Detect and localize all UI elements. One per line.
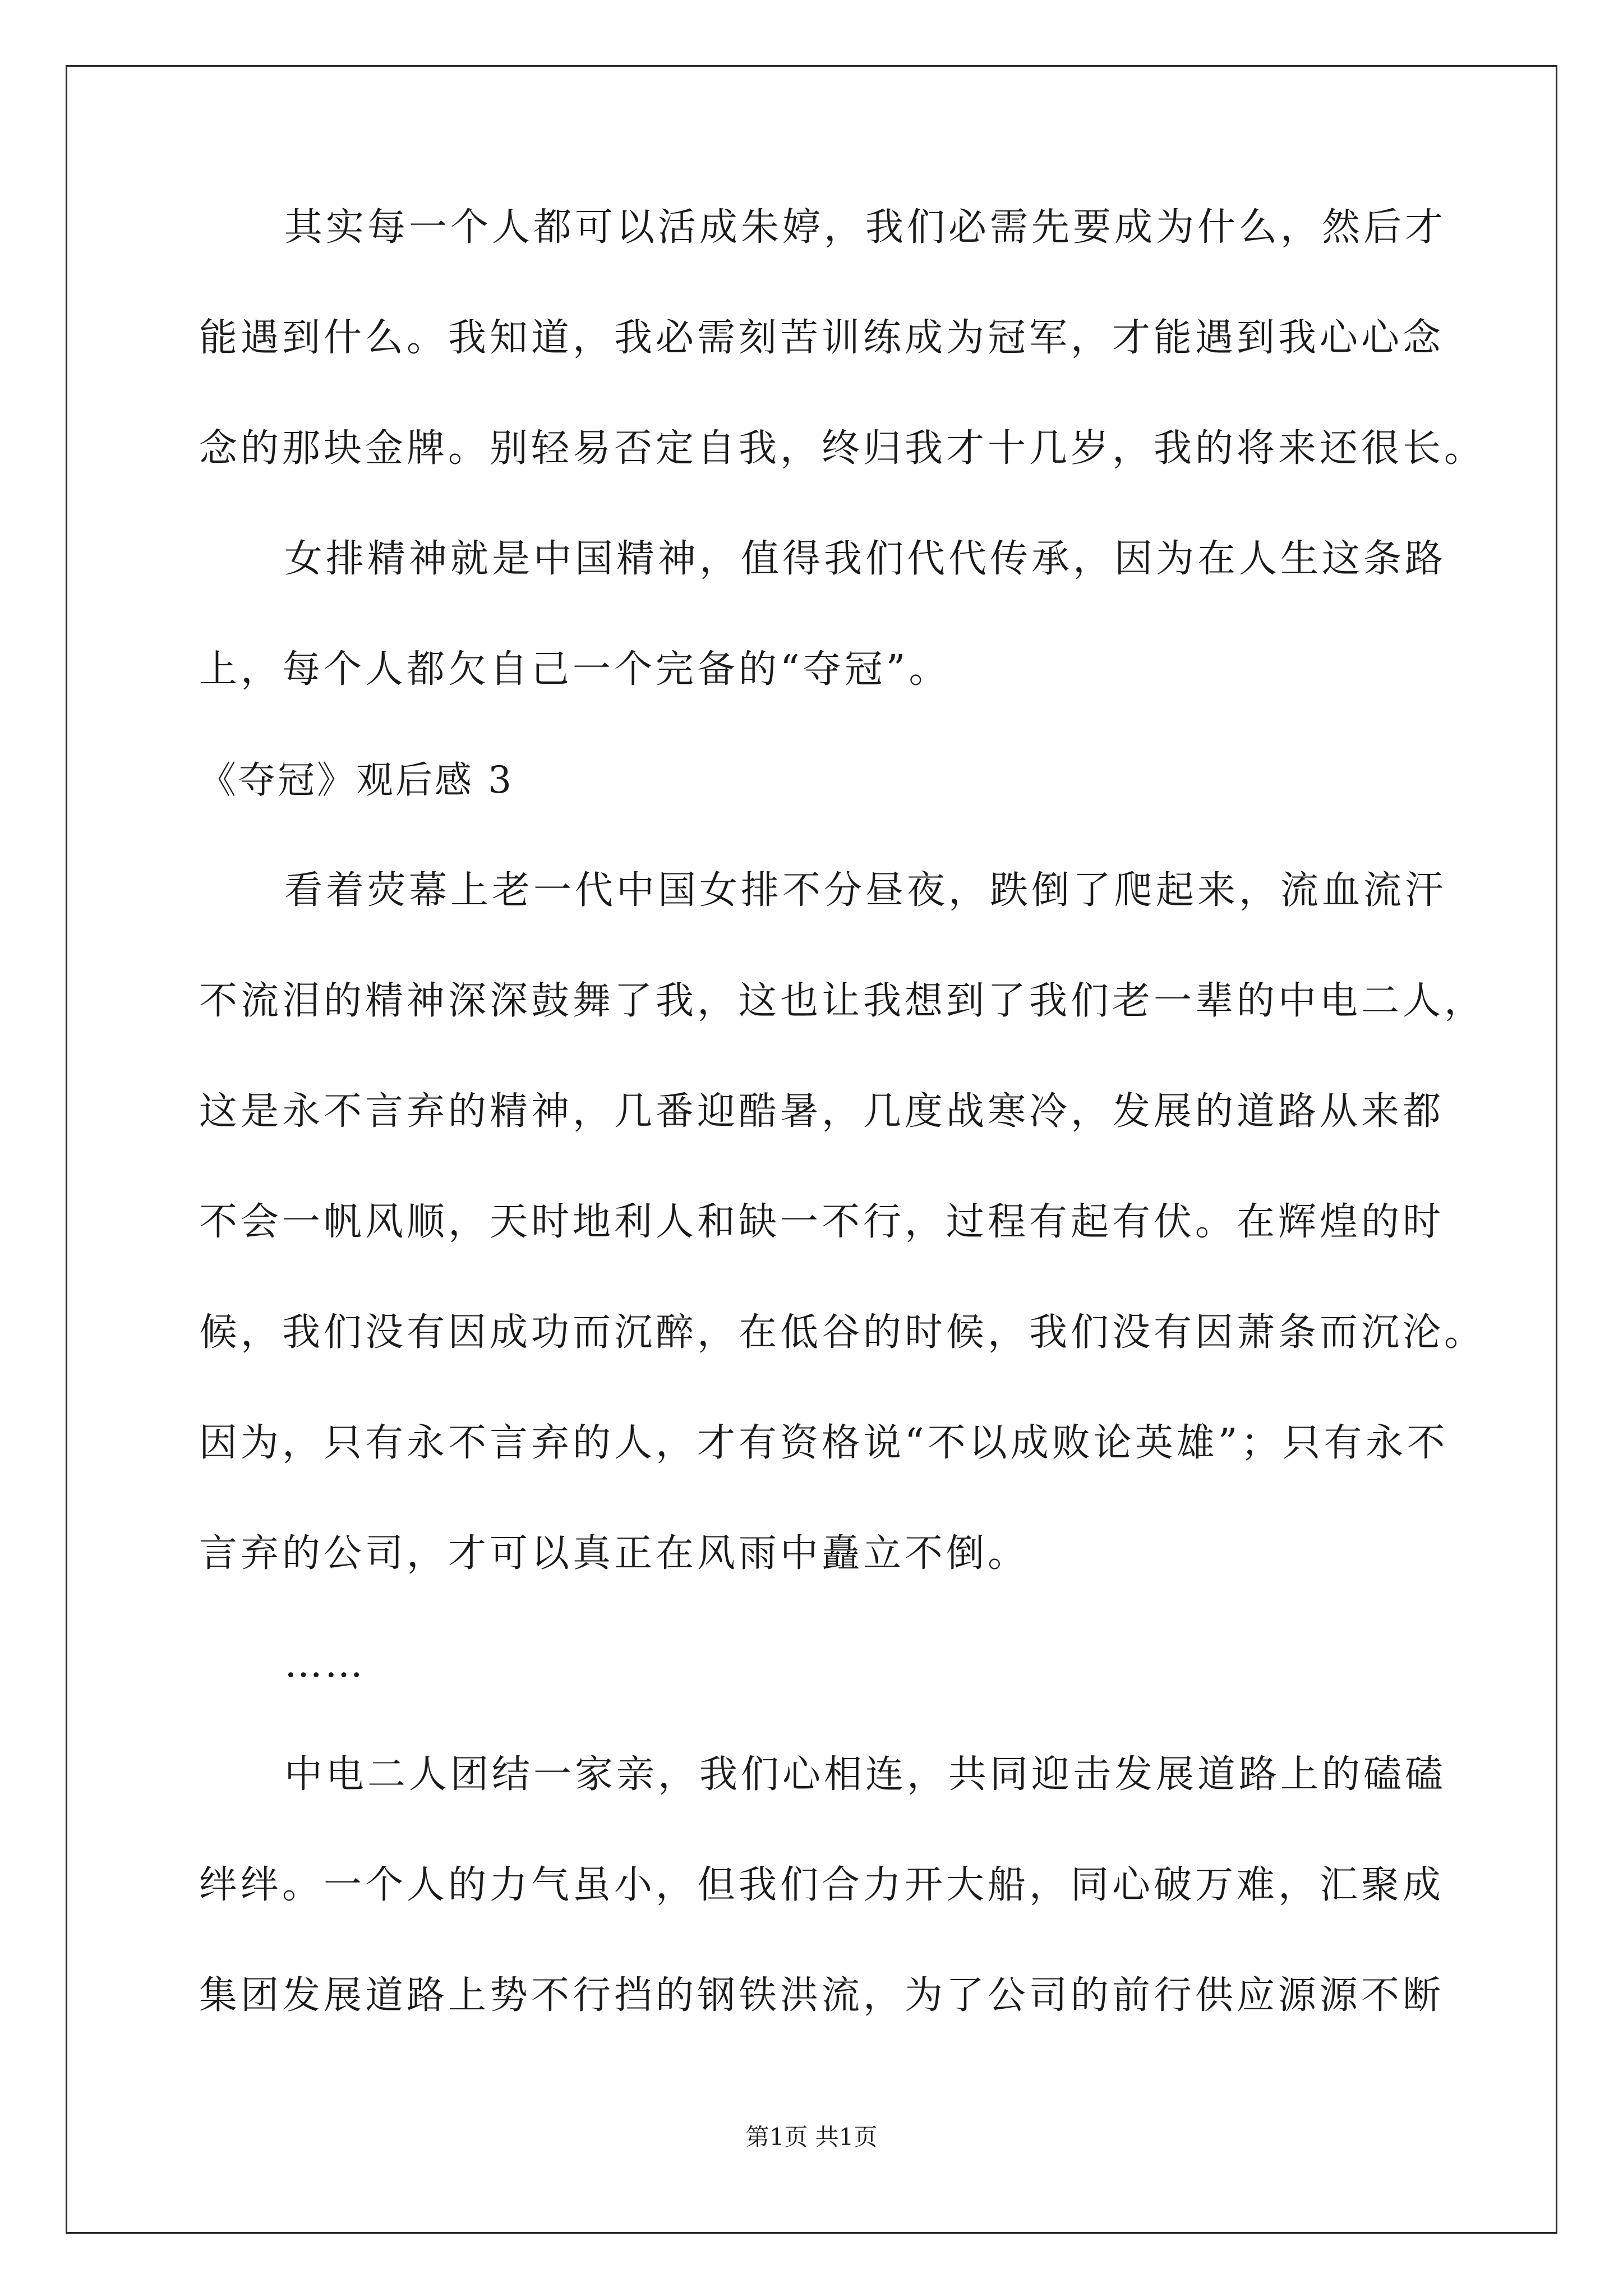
paragraph-3-line-6: 因为，只有永不言弃的人，才有资格说“不以成败论英雄”；只有永不 [199, 1421, 1449, 1465]
paragraph-3-line-5: 候，我们没有因成功而沉醉，在低谷的时候，我们没有因萧条而沉沦。 [199, 1310, 1486, 1355]
ellipsis: …… [284, 1642, 365, 1686]
paragraph-3-line-4: 不会一帆风顺，天时地利人和缺一不行，过程有起有伏。在辉煌的时 [199, 1200, 1445, 1244]
paragraph-3-line-3: 这是永不言弃的精神，几番迎酷暑，几度战寒冷，发展的道路从来都 [199, 1089, 1445, 1134]
paragraph-2-line-1: 女排精神就是中国精神，值得我们代代传承，因为在人生这条路 [284, 537, 1447, 581]
paragraph-2-line-2: 上，每个人都欠自己一个完备的“夺冠”。 [199, 647, 951, 692]
paragraph-1-line-1: 其实每一个人都可以活成朱婷，我们必需先要成为什么，然后才 [284, 205, 1447, 250]
paragraph-1-line-2: 能遇到什么。我知道，我必需刻苦训练成为冠军，才能遇到我心心念 [199, 316, 1445, 360]
paragraph-4-line-1: 中电二人团结一家亲，我们心相连，共同迎击发展道路上的磕磕 [284, 1752, 1447, 1797]
page-footer: 第1页 共1页 [745, 2123, 878, 2151]
section-heading: 《夺冠》观后感 3 [199, 758, 514, 802]
paragraph-4-line-3: 集团发展道路上势不行挡的钢铁洪流，为了公司的前行供应源源不断 [199, 1973, 1445, 2018]
paragraph-3-line-1: 看着荧幕上老一代中国女排不分昼夜，跌倒了爬起来，流血流汗 [284, 868, 1447, 913]
paragraph-1-line-3: 念的那块金牌。别轻易否定自我，终归我才十几岁，我的将来还很长。 [199, 426, 1486, 471]
document-body [199, 205, 1486, 2086]
paragraph-3-line-7: 言弃的公司，才可以真正在风雨中矗立不倒。 [199, 1531, 1030, 1576]
paragraph-3-line-2: 不流泪的精神深深鼓舞了我，这也让我想到了我们老一辈的中电二人， [199, 979, 1486, 1023]
paragraph-4-line-2: 绊绊。一个人的力气虽小，但我们合力开大船，同心破万难，汇聚成 [199, 1863, 1445, 1907]
